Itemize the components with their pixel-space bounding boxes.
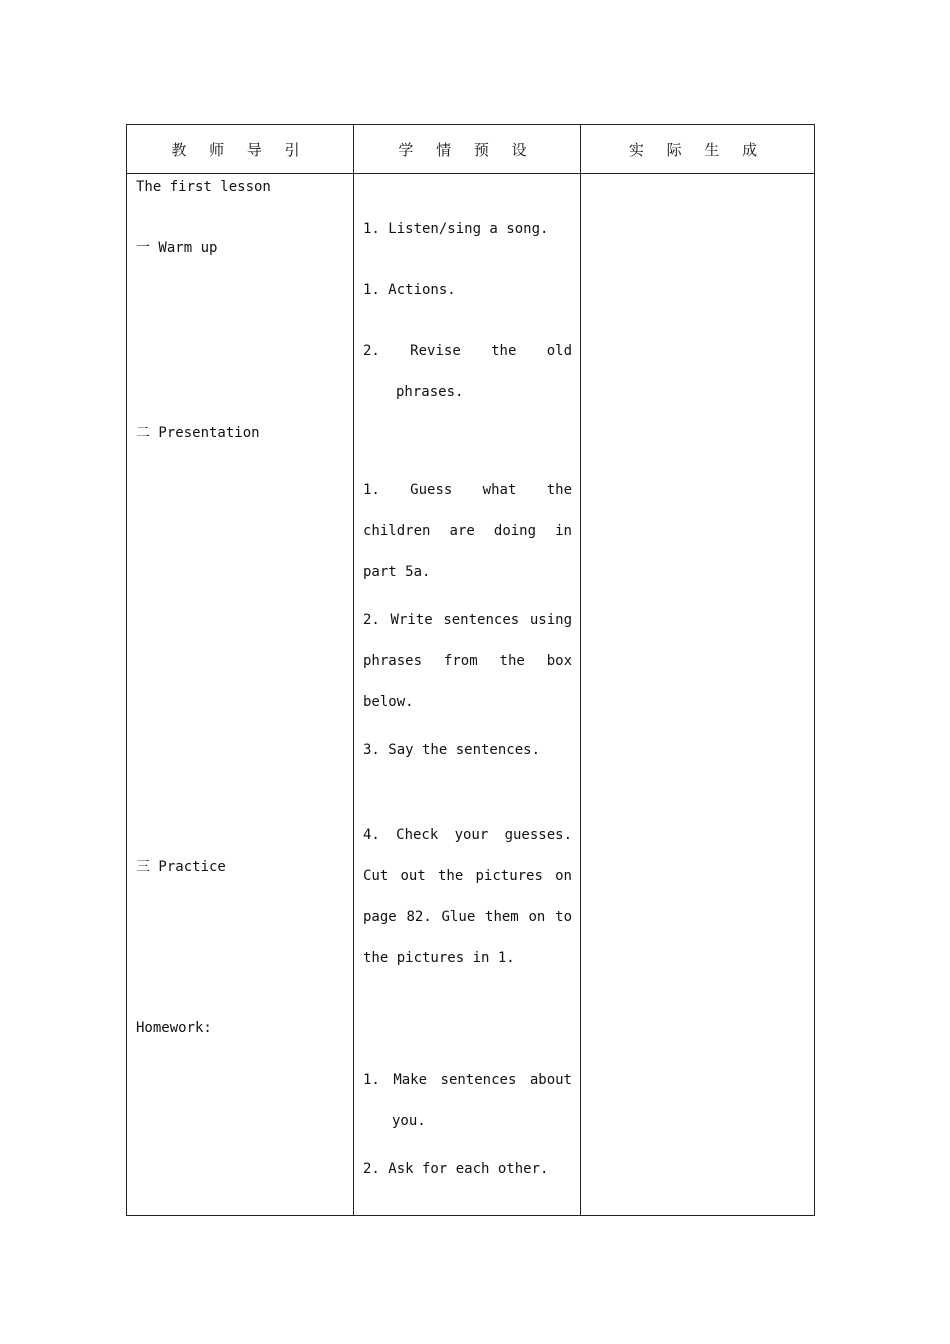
list-item: phrases. [396, 384, 464, 400]
section-warm-up: 一 Warm up [136, 240, 218, 256]
list-item: below. [363, 694, 414, 710]
header-divider [127, 173, 814, 174]
list-item: 1. Guess what the [363, 482, 572, 498]
list-item: page 82. Glue them on to [363, 909, 572, 925]
list-item: you. [392, 1113, 426, 1129]
list-item: 2. Write sentences using [363, 612, 572, 628]
header-teacher-guide: 教 师 导 引 [171, 140, 309, 159]
list-item: 4. Check your guesses. [363, 827, 572, 843]
header-student-preset: 学 情 预 设 [398, 140, 536, 159]
list-item: 2. Revise the old [363, 343, 572, 359]
list-item: 3. Say the sentences. [363, 742, 541, 758]
list-item: Cut out the pictures on [363, 868, 572, 884]
section-presentation: 二 Presentation [136, 425, 260, 441]
list-item: 1. Make sentences about [363, 1072, 572, 1088]
list-item: 1. Listen/sing a song. [363, 221, 549, 237]
list-item: part 5a. [363, 564, 431, 580]
list-item: children are doing in [363, 523, 572, 539]
list-item: the pictures in 1. [363, 950, 515, 966]
list-item: 2. Ask for each other. [363, 1161, 549, 1177]
column-divider [580, 125, 581, 1215]
list-item: phrases from the box [363, 653, 572, 669]
section-homework: Homework: [136, 1020, 212, 1036]
section-practice: 三 Practice [136, 859, 226, 875]
column-divider [353, 125, 354, 1215]
list-item: 1. Actions. [363, 282, 456, 298]
lesson-plan-table [126, 124, 815, 1216]
header-actual-result: 实 际 生 成 [628, 140, 767, 159]
lesson-title: The first lesson [136, 179, 271, 195]
